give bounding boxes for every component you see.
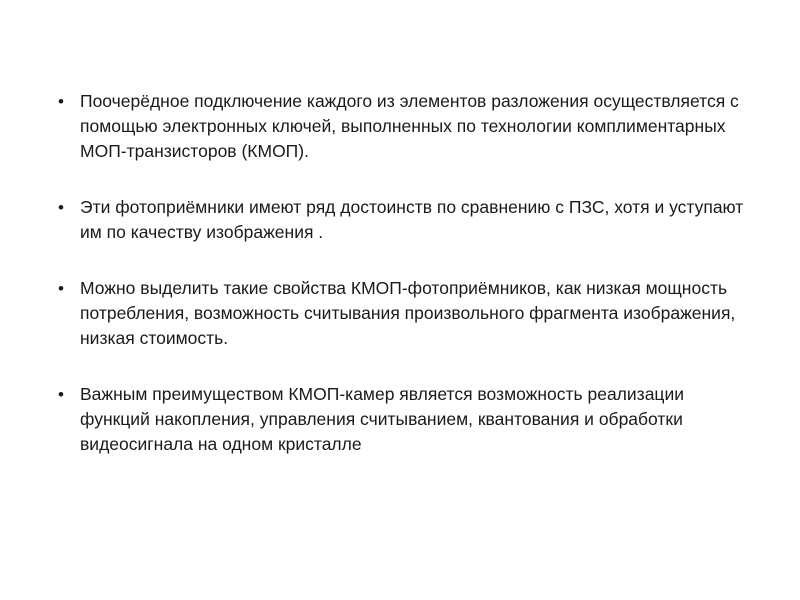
bullet-icon: •	[58, 198, 64, 217]
bullet-text: Эти фотоприёмники имеют ряд достоинств по сравнению с ПЗС, хотя и уступают им по качеству изображения .	[80, 197, 744, 242]
bullet-icon: •	[58, 92, 64, 111]
bullet-item	[58, 276, 758, 351]
bullet-icon: •	[58, 385, 64, 404]
bullet-text: Важным преимуществом КМОП-камер является возможность реализации функций накопления, управления считыванием, квантования и обработки видеосигнала на одном кристалле	[80, 384, 684, 454]
bullet-text: Можно выделить такие свойства КМОП-фотоприёмников, как низкая мощность потребления, возможность считывания произвольного фрагмента изображения, низкая стоимость.	[80, 278, 736, 348]
bullet-item	[58, 89, 758, 164]
bullet-icon: •	[58, 279, 64, 298]
bullet-list	[58, 89, 758, 457]
bullet-item	[58, 382, 758, 457]
bullet-item	[58, 195, 758, 245]
bullet-text: Поочерёдное подключение каждого из элементов разложения осуществляется с помощью электронных ключей, выполненных по технологии комплиментарных МОП-транзисторов (КМОП).	[80, 91, 739, 161]
